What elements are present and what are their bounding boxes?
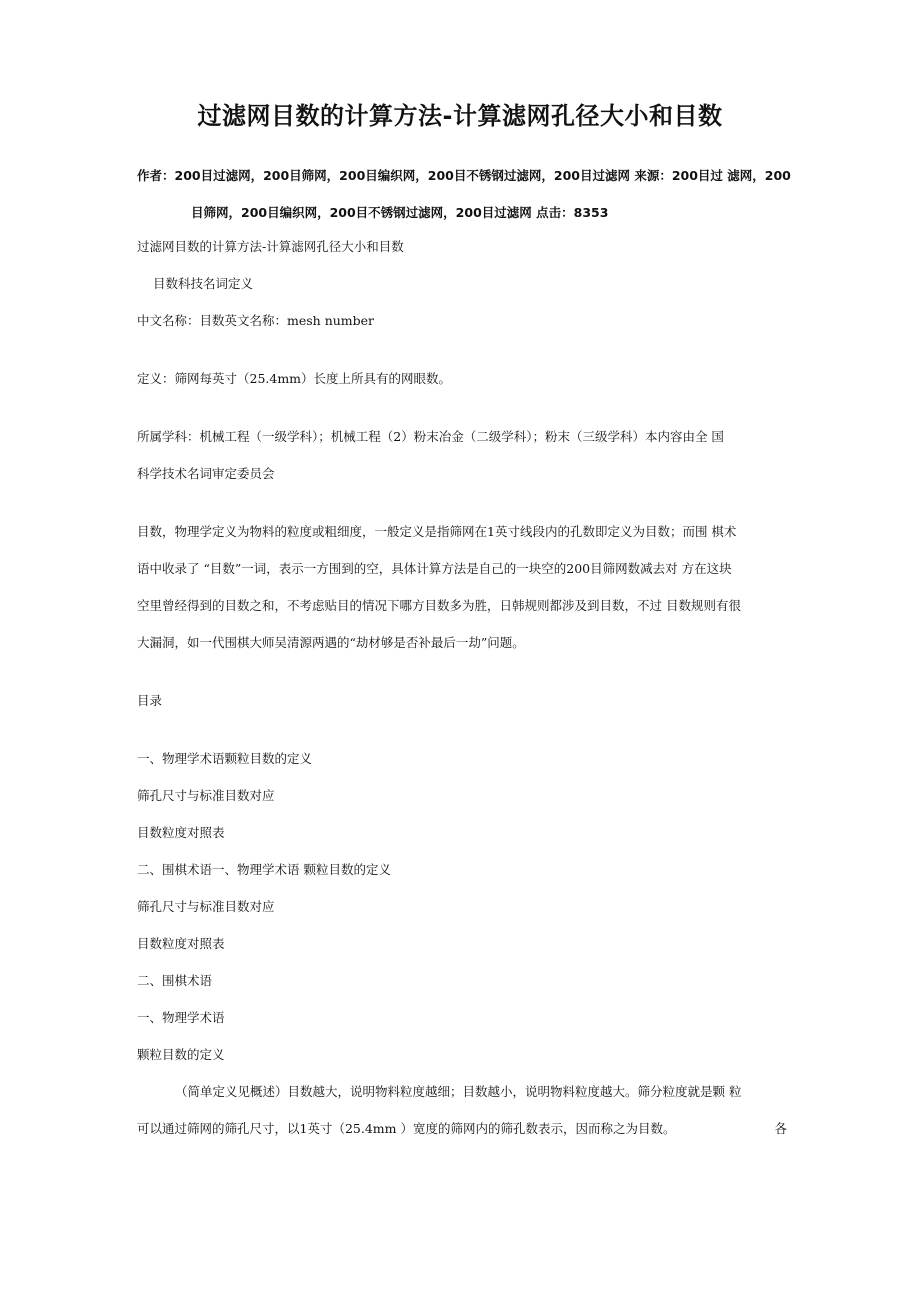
final-paragraph-line-1: （简单定义见概述）目数越大，说明物料粒度越细；目数越小，说明物料粒度越大。筛分粒度就是颗 粒 bbox=[175, 1084, 742, 1099]
final-paragraph-tail: 各 bbox=[774, 1121, 787, 1136]
discipline-line-1: 所属学科：机械工程（一级学科）；机械工程（2）粉末冶金（二级学科）；粉末（三级学科）本内容由全 国 bbox=[137, 429, 724, 444]
meta-line-1: 作者：200目过滤网，200目筛网，200目编织网，200目不锈钢过滤网，200目过滤网 来源：200目过 滤网，200 bbox=[137, 168, 791, 183]
toc-item: 目数粒度对照表 bbox=[137, 936, 225, 951]
toc-item: 二、围棋术语 bbox=[137, 973, 213, 988]
final-paragraph-line-2 bbox=[137, 1120, 787, 1138]
toc-item: 筛孔尺寸与标准目数对应 bbox=[137, 899, 275, 914]
toc-item: 二、围棋术语一、物理学术语 颗粒目数的定义 bbox=[137, 862, 391, 877]
page-title: 过滤网目数的计算方法-计算滤网孔径大小和目数 bbox=[197, 102, 723, 130]
term-heading: 目数科技名词定义 bbox=[153, 276, 254, 291]
section-heading: 一、物理学术语 bbox=[137, 1010, 225, 1025]
paragraph-line-2: 语中收录了 “目数”一词，表示一方围到的空，具体计算方法是自己的一块空的200目筛网数减去对 方在这块 bbox=[137, 561, 732, 576]
toc-item: 筛孔尺寸与标准目数对应 bbox=[137, 788, 275, 803]
definition-line: 定义：筛网每英寸（25.4mm）长度上所具有的网眼数。 bbox=[137, 371, 452, 386]
meta-line-2: 目筛网，200目编织网，200目不锈钢过滤网，200目过滤网 点击：8353 bbox=[191, 205, 609, 220]
toc-item: 目数粒度对照表 bbox=[137, 825, 225, 840]
toc-heading: 目录 bbox=[137, 693, 163, 708]
paragraph-line-4: 大漏洞，如一代围棋大师吴清源两遇的“劫材够是否补最后一劫”问题。 bbox=[137, 635, 525, 650]
section-subheading: 颗粒目数的定义 bbox=[137, 1047, 225, 1062]
discipline-line-2: 科学技术名词审定委员会 bbox=[137, 466, 275, 481]
paragraph-line-1: 目数，物理学定义为物料的粒度或粗细度，一般定义是指筛网在1英寸线段内的孔数即定义为目数；而围 棋术 bbox=[137, 524, 737, 539]
subtitle: 过滤网目数的计算方法-计算滤网孔径大小和目数 bbox=[137, 239, 404, 254]
names-line: 中文名称：目数英文名称：mesh number bbox=[137, 313, 375, 328]
paragraph-line-3: 空里曾经得到的目数之和，不考虑贴目的情况下哪方目数多为胜，日韩规则都涉及到目数，不过 目数规则有很 bbox=[137, 598, 741, 613]
final-paragraph-text: 可以通过筛网的筛孔尺寸，以1英寸（25.4mm ）宽度的筛网内的筛孔数表示，因而称之为目数。 bbox=[137, 1121, 676, 1136]
toc-item: 一、物理学术语颗粒目数的定义 bbox=[137, 751, 313, 766]
